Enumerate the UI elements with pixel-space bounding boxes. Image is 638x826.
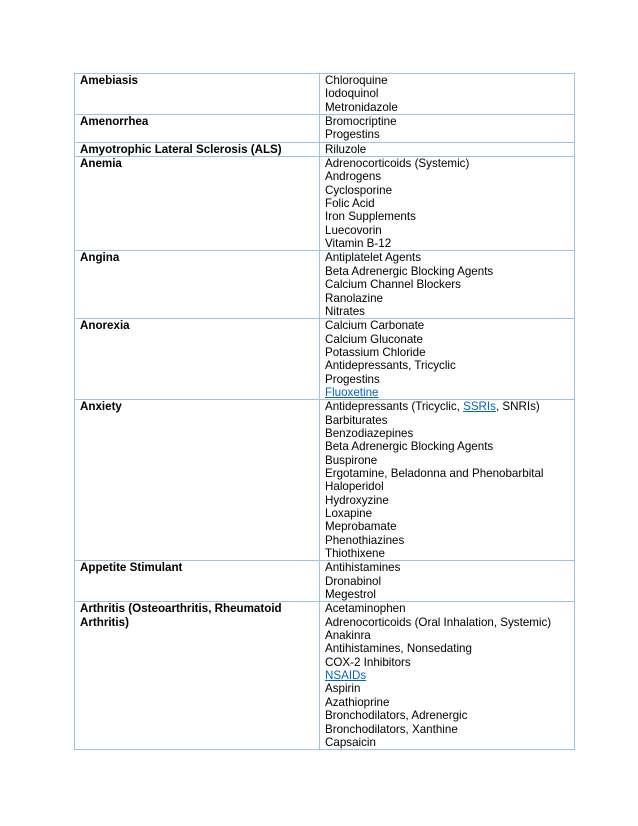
drug-line bbox=[325, 534, 571, 547]
drug-line bbox=[325, 642, 571, 655]
drug-text: Iodoquinol bbox=[325, 87, 379, 101]
drug-line bbox=[325, 210, 571, 223]
drug-text: Bromocriptine bbox=[325, 115, 397, 129]
drug-text: Calcium Gluconate bbox=[325, 332, 423, 346]
drugs-cell bbox=[320, 251, 575, 319]
drug-line bbox=[325, 278, 571, 291]
drugs-cell bbox=[320, 602, 575, 750]
drug-line bbox=[325, 333, 571, 346]
drug-text: Bronchodilators, Adrenergic bbox=[325, 709, 468, 723]
drug-line bbox=[325, 480, 571, 493]
drug-line bbox=[325, 454, 571, 467]
drug-text: Thiothixene bbox=[325, 547, 385, 561]
drug-text: Capsaicin bbox=[325, 735, 376, 749]
drug-text: Ranolazine bbox=[325, 291, 384, 305]
drug-text: Barbiturates bbox=[325, 413, 388, 427]
drug-text: Beta Adrenergic Blocking Agents bbox=[325, 264, 494, 278]
drug-line bbox=[325, 602, 571, 615]
drug-line bbox=[325, 723, 571, 736]
drug-text: Chloroquine bbox=[325, 74, 388, 87]
drug-text: Antiplatelet Agents bbox=[325, 251, 422, 265]
drug-text: Cyclosporine bbox=[325, 183, 393, 197]
drug-line bbox=[325, 74, 571, 87]
condition-cell: Anxiety bbox=[75, 400, 320, 561]
drug-line bbox=[325, 696, 571, 709]
drug-text: Bronchodilators, Xanthine bbox=[325, 722, 458, 736]
table-row bbox=[75, 142, 575, 156]
drug-line bbox=[325, 224, 571, 237]
drugs-cell bbox=[320, 561, 575, 602]
drug-text: Benzodiazepines bbox=[325, 426, 414, 440]
drug-line bbox=[325, 373, 571, 386]
drug-line bbox=[325, 520, 571, 533]
drug-text: Antihistamines bbox=[325, 561, 401, 575]
drug-text: Antihistamines, Nonsedating bbox=[325, 642, 472, 656]
condition-cell: Anorexia bbox=[75, 319, 320, 400]
condition-cell: Amenorrhea bbox=[75, 115, 320, 143]
drug-text: Meprobamate bbox=[325, 520, 397, 534]
drug-text: Nitrates bbox=[325, 304, 365, 318]
drug-line bbox=[325, 575, 571, 588]
drug-line bbox=[325, 629, 571, 642]
drugs-cell bbox=[320, 142, 575, 156]
drug-link[interactable]: SSRIs bbox=[463, 400, 496, 414]
table-row bbox=[75, 602, 575, 750]
drug-text: Riluzole bbox=[325, 142, 367, 156]
drugs-cell bbox=[320, 74, 575, 115]
drug-text: Anakinra bbox=[325, 629, 371, 643]
condition-cell: Amyotrophic Lateral Sclerosis (ALS) bbox=[75, 142, 320, 156]
drug-line bbox=[325, 251, 571, 264]
drug-text: Hydroxyzine bbox=[325, 493, 389, 507]
condition-cell: Appetite Stimulant bbox=[75, 561, 320, 602]
drug-line bbox=[325, 184, 571, 197]
drug-line bbox=[325, 143, 571, 156]
drug-text: Calcium Carbonate bbox=[325, 319, 425, 333]
drug-line bbox=[325, 157, 571, 170]
drug-line bbox=[325, 709, 571, 722]
drug-link[interactable]: Fluoxetine bbox=[325, 385, 379, 399]
drug-line bbox=[325, 656, 571, 669]
condition-cell: Anemia bbox=[75, 157, 320, 251]
condition-cell: Arthritis (Osteoarthritis, Rheumatoid Arthritis) bbox=[75, 602, 320, 750]
condition-cell: Angina bbox=[75, 251, 320, 319]
drug-line bbox=[325, 237, 571, 250]
drug-line bbox=[325, 507, 571, 520]
table-row bbox=[75, 157, 575, 251]
drug-text: Vitamin B-12 bbox=[325, 237, 392, 251]
conditions-drugs-table bbox=[74, 73, 575, 750]
drug-line bbox=[325, 427, 571, 440]
drug-line bbox=[325, 682, 571, 695]
drug-text: Phenothiazines bbox=[325, 533, 405, 547]
drug-text: Iron Supplements bbox=[325, 210, 416, 224]
drug-line bbox=[325, 440, 571, 453]
drug-text: Aspirin bbox=[325, 682, 361, 696]
table-row bbox=[75, 74, 575, 115]
drug-line bbox=[325, 292, 571, 305]
drug-text: Folic Acid bbox=[325, 197, 375, 211]
drug-text: Progestins bbox=[325, 128, 380, 142]
drug-line bbox=[325, 616, 571, 629]
drug-line bbox=[325, 400, 571, 413]
drug-text: Calcium Channel Blockers bbox=[325, 278, 461, 292]
table-row bbox=[75, 561, 575, 602]
drug-line bbox=[325, 561, 571, 574]
drug-line bbox=[325, 467, 571, 480]
drug-text: Potassium Chloride bbox=[325, 345, 426, 359]
drug-text: Buspirone bbox=[325, 453, 378, 467]
drug-text: Haloperidol bbox=[325, 480, 384, 494]
drug-line bbox=[325, 87, 571, 100]
drug-line bbox=[325, 305, 571, 318]
drug-line bbox=[325, 115, 571, 128]
drug-text: Adrenocorticoids (Systemic) bbox=[325, 157, 470, 171]
drug-text: Androgens bbox=[325, 170, 382, 184]
drug-text: Ergotamine, Beladonna and Phenobarbital bbox=[325, 466, 544, 480]
drug-text: Acetaminophen bbox=[325, 602, 406, 616]
drug-line bbox=[325, 101, 571, 114]
drug-line bbox=[325, 128, 571, 141]
drug-text: Luecovorin bbox=[325, 223, 382, 237]
drug-line bbox=[325, 319, 571, 332]
drug-line bbox=[325, 265, 571, 278]
drug-line bbox=[325, 346, 571, 359]
drug-line bbox=[325, 359, 571, 372]
drug-text: COX-2 Inhibitors bbox=[325, 655, 411, 669]
drug-line bbox=[325, 494, 571, 507]
condition-cell: Amebiasis bbox=[75, 74, 320, 115]
drug-link[interactable]: NSAIDs bbox=[325, 669, 367, 683]
drugs-cell bbox=[320, 157, 575, 251]
drug-text: Beta Adrenergic Blocking Agents bbox=[325, 440, 494, 454]
drugs-cell bbox=[320, 400, 575, 561]
drug-line bbox=[325, 736, 571, 749]
drugs-cell bbox=[320, 319, 575, 400]
drug-text: Metronidazole bbox=[325, 100, 398, 114]
drug-line bbox=[325, 669, 571, 682]
drug-line bbox=[325, 386, 571, 399]
drug-line bbox=[325, 170, 571, 183]
drug-text: Antidepressants, Tricyclic bbox=[325, 359, 456, 373]
drug-text: Megestrol bbox=[325, 588, 376, 602]
drug-text: Antidepressants (Tricyclic, bbox=[325, 400, 464, 414]
table-row bbox=[75, 251, 575, 319]
table-row bbox=[75, 115, 575, 143]
drug-line bbox=[325, 547, 571, 560]
drug-text: Adrenocorticoids (Oral Inhalation, Systemic) bbox=[325, 615, 552, 629]
table-row bbox=[75, 400, 575, 561]
drug-line bbox=[325, 414, 571, 427]
table-row bbox=[75, 319, 575, 400]
drug-text: Dronabinol bbox=[325, 574, 382, 588]
drug-text: Progestins bbox=[325, 372, 380, 386]
drug-line bbox=[325, 197, 571, 210]
drug-line bbox=[325, 588, 571, 601]
drug-text: Loxapine bbox=[325, 507, 373, 520]
drug-text: , SNRIs) bbox=[495, 400, 540, 414]
table-body bbox=[75, 74, 575, 750]
drug-text: Azathioprine bbox=[325, 695, 390, 709]
drugs-cell bbox=[320, 115, 575, 143]
